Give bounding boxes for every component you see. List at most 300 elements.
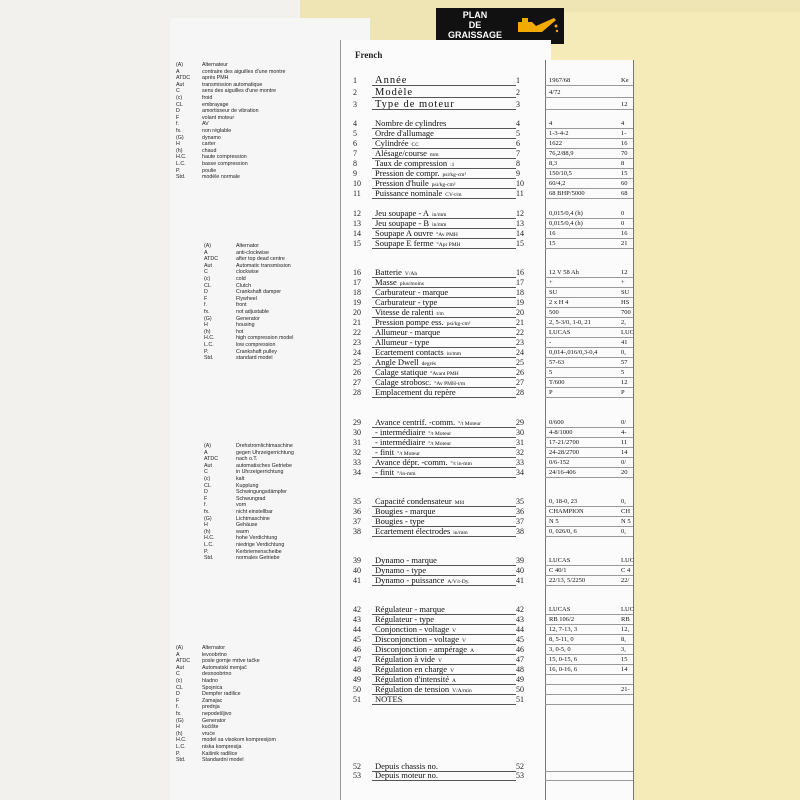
legend-entry <box>176 645 276 652</box>
row-number-right: 47 <box>516 655 524 664</box>
row-label <box>375 367 459 377</box>
row-value-col1: 150/10,5 <box>549 170 572 177</box>
row-number-left: 1 <box>353 76 357 85</box>
row-value-col2: LUC <box>621 557 634 564</box>
row-value-col1: 0/600 <box>549 419 564 426</box>
legend-abbr: D <box>204 489 208 496</box>
row-number-right: 11 <box>516 189 524 198</box>
legend-abbr: Aut <box>176 664 184 671</box>
row-value-col2: 0/ <box>621 419 627 426</box>
data-row-line <box>545 178 633 179</box>
legend-meaning: kalt <box>236 475 245 482</box>
row-unit: in/mm <box>453 530 468 536</box>
legend-entry <box>204 355 293 362</box>
row-value-col2: 3, <box>621 646 626 653</box>
row-number-left: 39 <box>353 556 361 565</box>
row-label-text: Jeu soupape - A <box>375 208 430 218</box>
row-number-right: 43 <box>516 615 524 624</box>
row-value-col2: LUC <box>621 329 634 336</box>
row-unit: A <box>452 678 456 684</box>
legend-entry <box>204 509 294 516</box>
legend-meaning: Standardni model <box>202 757 244 764</box>
row-label-text: Avance centrif. -comm. <box>375 417 456 427</box>
row-unit: V/A/min <box>452 688 472 694</box>
legend-entry <box>204 296 293 303</box>
legend-entry <box>204 256 293 263</box>
legend-abbr: f. <box>176 121 179 128</box>
legend-entry <box>176 121 285 128</box>
legend-meaning: contraire des aiguilles d'une montre <box>202 68 286 75</box>
row-value-col1: N 5 <box>549 518 559 525</box>
legend-meaning: nach o.T. <box>236 456 258 463</box>
row-number-left: 49 <box>353 675 361 684</box>
row-label <box>375 317 470 327</box>
legend-meaning: Crankshaft pulley <box>236 348 277 355</box>
legend-entry <box>204 250 293 257</box>
row-label-text: Pression d'huile <box>375 178 429 188</box>
legend-entry <box>176 174 285 181</box>
legend-meaning: not adjustable <box>236 308 269 315</box>
row-label <box>375 178 455 188</box>
row-label <box>375 387 456 397</box>
legend-meaning: Alternator <box>202 645 225 651</box>
row-value-col1: CHAMPION <box>549 508 584 515</box>
row-label <box>375 555 437 565</box>
row-number-right: 7 <box>516 149 520 158</box>
row-label-text: Dynamo - marque <box>375 555 437 565</box>
data-row-line <box>545 307 633 308</box>
legend-meaning: nicht einstellbar <box>236 508 273 515</box>
row-number-left: 33 <box>353 458 361 467</box>
row-underline <box>372 585 516 586</box>
row-label-text: Ecartement contacts <box>375 347 444 357</box>
language-header: French <box>355 50 383 60</box>
legend-meaning: low compression <box>236 341 276 348</box>
row-number-left: 12 <box>353 209 361 218</box>
legend-meaning: Spojnica <box>202 684 223 691</box>
row-unit: in/mm <box>432 222 447 228</box>
data-row-line <box>545 664 633 665</box>
row-label-text: Calage statique <box>375 367 428 377</box>
row-unit: °Avant PMH <box>430 371 459 377</box>
row-value-col1: - <box>549 339 552 346</box>
row-label <box>375 516 425 526</box>
row-label-text: Ordre d'allumage <box>375 128 434 138</box>
row-value-col1: 12, 7-13, 3 <box>549 626 578 633</box>
row-value-col2: 22/ <box>621 577 630 584</box>
row-label-text: Puissance nominale <box>375 188 443 198</box>
row-label-text: Carburateur - marque <box>375 287 449 297</box>
legend-entry <box>204 522 294 529</box>
row-number-left: 43 <box>353 615 361 624</box>
data-row-line <box>545 198 633 199</box>
data-row-line <box>545 357 633 358</box>
row-number-left: 41 <box>353 576 361 585</box>
data-row-line <box>545 138 633 139</box>
row-number-right: 29 <box>516 418 524 427</box>
data-row-line <box>545 97 633 98</box>
legend-meaning: nepodešljivo <box>202 710 232 717</box>
row-number-left: 51 <box>353 695 361 704</box>
row-value-col1: 0,015/0,4 (h) <box>549 210 583 217</box>
row-label-text: Disconjonction - voltage <box>375 634 460 644</box>
data-row-line <box>545 780 633 781</box>
row-label <box>375 467 416 477</box>
row-number-right: 50 <box>516 685 524 694</box>
row-unit: V <box>462 638 467 644</box>
row-number-left: 9 <box>353 169 357 178</box>
row-value-col1: SU <box>549 289 558 296</box>
row-label-text: Bougies - marque <box>375 506 436 516</box>
legend-abbr: P. <box>176 167 181 174</box>
legend-abbr: (c) <box>176 94 183 101</box>
row-label-text: Depuis moteur no. <box>375 770 439 780</box>
row-number-left: 2 <box>353 88 357 97</box>
legend-meaning: chaud <box>202 147 217 154</box>
row-unit: psi/kg-cm² <box>431 182 456 188</box>
legend-abbr: F <box>204 295 208 302</box>
row-label <box>375 168 466 178</box>
legend-entry <box>204 476 294 483</box>
legend-meaning: vruće <box>202 730 215 737</box>
row-number-left: 32 <box>353 448 361 457</box>
legend-meaning: front <box>236 302 247 309</box>
row-label-text: - intermédiaire <box>375 427 426 437</box>
legend-entry <box>176 62 285 69</box>
legend-meaning: prednja <box>202 704 220 711</box>
row-label <box>375 337 429 347</box>
row-value-col2: 0/ <box>621 459 627 466</box>
legend-abbr: (A) <box>204 243 212 249</box>
row-value-col2: N 5 <box>621 518 631 525</box>
legend-entry <box>176 678 276 685</box>
row-value-col1: 8,3 <box>549 160 558 167</box>
row-number-right: 34 <box>516 468 524 477</box>
legend-entry <box>176 691 276 698</box>
legend-sr <box>176 645 276 764</box>
row-number-right: 19 <box>516 298 524 307</box>
legend-abbr: D <box>176 108 180 115</box>
row-label-text: Carburateur - type <box>375 297 438 307</box>
row-number-left: 42 <box>353 605 361 614</box>
row-number-left: 30 <box>353 428 361 437</box>
row-value-col1: 500 <box>549 309 559 316</box>
legend-entry <box>176 168 285 175</box>
row-unit: A/V/t-Dy. <box>447 579 470 585</box>
row-label <box>375 158 454 168</box>
row-number-right: 33 <box>516 458 524 467</box>
legend-abbr: D <box>204 289 208 296</box>
row-value-col2: 14 <box>621 666 628 673</box>
row-number-right: 51 <box>516 695 524 704</box>
row-number-right: 53 <box>516 771 524 780</box>
row-number-right: 13 <box>516 219 524 228</box>
row-label-text: - finit <box>375 467 395 477</box>
data-row-line <box>545 387 633 388</box>
row-number-right: 8 <box>516 159 520 168</box>
row-value-col1: RB 106/2 <box>549 616 575 623</box>
row-label-text: Dynamo - type <box>375 565 426 575</box>
row-unit: in/mm <box>432 212 447 218</box>
row-unit: V <box>437 658 442 664</box>
legend-abbr: (A) <box>176 645 184 651</box>
legend-abbr: A <box>176 68 180 75</box>
row-number-left: 13 <box>353 219 361 228</box>
legend-meaning: hohe Verdichtung <box>236 535 278 542</box>
row-label <box>375 506 435 516</box>
row-underline <box>372 109 516 110</box>
row-label <box>375 437 451 447</box>
row-label-text: Régulateur - type <box>375 614 435 624</box>
row-label <box>375 208 446 218</box>
row-number-right: 37 <box>516 517 524 526</box>
row-unit: V <box>452 628 457 634</box>
row-label <box>375 238 461 248</box>
legend-entry <box>204 243 293 250</box>
legend-entry <box>176 652 276 659</box>
legend-abbr: f. <box>204 502 207 509</box>
legend-abbr: H.C. <box>176 737 187 744</box>
legend-meaning: embrayage <box>202 101 229 108</box>
row-underline <box>372 198 516 199</box>
legend-meaning: haute compression <box>202 154 247 161</box>
legend-entry <box>176 671 276 678</box>
row-value-col1: P <box>549 389 553 396</box>
row-value-col1: 12 V 58 Ah <box>549 269 579 276</box>
row-label <box>375 327 440 337</box>
row-number-right: 39 <box>516 556 524 565</box>
data-row-line <box>545 397 633 398</box>
row-number-left: 37 <box>353 517 361 526</box>
legend-en <box>204 243 293 362</box>
row-number-left: 28 <box>353 388 361 397</box>
legend-meaning: Kupplung <box>236 482 259 489</box>
row-number-right: 45 <box>516 635 524 644</box>
legend-abbr: (G) <box>204 315 212 322</box>
row-value-col2: 0 <box>621 220 625 227</box>
data-row-line <box>545 694 633 695</box>
legend-fr <box>176 62 285 181</box>
legend-abbr: fx. <box>176 127 182 134</box>
row-number-right: 17 <box>516 278 524 287</box>
row-value-col2: 12 <box>621 379 628 386</box>
row-value-col1: 1-3-4-2 <box>549 130 569 137</box>
row-label-text: Régulateur - marque <box>375 604 445 614</box>
row-number-right: 9 <box>516 169 520 178</box>
row-label <box>375 447 420 457</box>
row-number-left: 5 <box>353 129 357 138</box>
row-value-col1: 1967/68 <box>549 77 571 84</box>
legend-abbr: (c) <box>204 475 211 482</box>
legend-entry <box>204 469 294 476</box>
row-label <box>375 417 481 427</box>
legend-abbr: ATDC <box>204 256 219 263</box>
row-number-left: 11 <box>353 189 361 198</box>
row-number-right: 23 <box>516 338 524 347</box>
row-number-right: 5 <box>516 129 520 138</box>
legend-entry <box>176 69 285 76</box>
legend-meaning: standard model <box>236 355 273 362</box>
legend-entry <box>176 665 276 672</box>
logo-line-2: DE <box>468 20 482 30</box>
legend-abbr: H <box>176 141 180 148</box>
row-value-col2: LUC <box>621 606 634 613</box>
row-number-left: 48 <box>353 665 361 674</box>
row-value-col2: P <box>621 389 625 396</box>
legend-entry <box>176 698 276 705</box>
plan-de-graissage-logo <box>436 8 564 44</box>
legend-abbr: H <box>204 522 208 529</box>
legend-abbr: D <box>176 691 180 698</box>
legend-abbr: CL <box>176 684 183 691</box>
row-label-text: Soupape E ferme <box>375 238 434 248</box>
row-label-text: Pression pompe ess. <box>375 317 444 327</box>
row-value-col1: 76,2/88,9 <box>549 150 574 157</box>
row-value-col1: 8, 5-11, 0 <box>549 636 574 643</box>
row-value-col1: 2, 5-3/0, 1-0, 21 <box>549 319 591 326</box>
data-row-line <box>545 516 633 517</box>
legend-abbr: H.C. <box>204 335 215 342</box>
row-value-col2: 5 <box>621 369 625 376</box>
row-label <box>375 128 434 138</box>
legend-abbr: (c) <box>204 275 211 282</box>
legend-entry <box>176 148 285 155</box>
legend-meaning: niedrige Verdichtung <box>236 541 285 548</box>
row-number-left: 10 <box>353 179 361 188</box>
legend-abbr: C <box>204 469 208 476</box>
legend-entry <box>204 329 293 336</box>
row-label <box>375 644 474 654</box>
row-underline <box>372 477 516 478</box>
legend-meaning: normales Getriebe <box>236 555 280 562</box>
row-label <box>375 634 466 644</box>
row-number-right: 49 <box>516 675 524 684</box>
row-number-left: 23 <box>353 338 361 347</box>
row-number-right: 6 <box>516 139 520 148</box>
row-number-right: 16 <box>516 268 524 277</box>
legend-entry <box>176 82 285 89</box>
row-value-col1: 15, 0-15, 6 <box>549 656 578 663</box>
data-row-line <box>545 218 633 219</box>
legend-entry <box>176 737 276 744</box>
row-unit: V/Ah <box>404 271 418 277</box>
legend-abbr: Aut <box>204 462 212 469</box>
row-label <box>375 770 438 780</box>
legend-entry <box>204 496 294 503</box>
legend-entry <box>204 535 294 542</box>
row-number-right: 14 <box>516 229 524 238</box>
data-row-line <box>545 526 633 527</box>
row-number-right: 40 <box>516 566 524 575</box>
data-row-line <box>545 109 633 110</box>
row-label-text: NOTES <box>375 694 403 704</box>
legend-meaning: basse compression <box>202 160 248 167</box>
row-number-right: 42 <box>516 605 524 614</box>
legend-entry <box>204 542 294 549</box>
row-value-col2: 21 <box>621 240 628 247</box>
legend-entry <box>176 154 285 161</box>
row-unit: °/t Moteur <box>458 421 481 427</box>
row-label-text: Régulation en charge <box>375 664 448 674</box>
data-row-line <box>545 317 633 318</box>
row-label-text: Régulation de tension <box>375 684 450 694</box>
row-label-text: Année <box>375 75 408 86</box>
row-unit: mm <box>429 152 439 158</box>
row-underline <box>372 704 516 705</box>
row-value-col2: CH <box>621 508 631 515</box>
legend-entry <box>176 724 276 731</box>
row-value-col2: 41 <box>621 339 628 346</box>
legend-meaning: after top dead centre <box>236 256 285 263</box>
legend-meaning: in Uhrzeigerrichtung <box>236 469 284 476</box>
legend-abbr: CL <box>204 282 211 289</box>
row-value-col2: 21- <box>621 686 630 693</box>
legend-abbr: H <box>176 724 180 731</box>
data-row-line <box>545 575 633 576</box>
legend-meaning: anti-clockwise <box>236 249 269 256</box>
row-number-right: 25 <box>516 358 524 367</box>
row-label <box>375 118 446 128</box>
row-number-right: 28 <box>516 388 524 397</box>
row-number-right: 36 <box>516 507 524 516</box>
legend-abbr: fx. <box>204 508 210 515</box>
legend-entry <box>204 309 293 316</box>
legend-entry <box>176 95 285 102</box>
legend-meaning: volant moteur <box>202 114 235 121</box>
row-value-col2: 0, <box>621 498 626 505</box>
row-label <box>375 575 470 585</box>
legend-meaning: carter <box>202 141 216 148</box>
legend-abbr: (h) <box>204 528 211 535</box>
row-value-col1: 5 <box>549 369 553 376</box>
row-number-left: 52 <box>353 762 361 771</box>
row-number-right: 41 <box>516 576 524 585</box>
row-label <box>375 267 417 277</box>
data-row-line <box>545 477 633 478</box>
legend-abbr: P. <box>204 548 209 555</box>
row-number-right: 38 <box>516 527 524 536</box>
row-unit: t/m <box>436 311 444 317</box>
legend-meaning: Clutch <box>236 282 252 289</box>
row-number-left: 4 <box>353 119 357 128</box>
row-label-text: Modèle <box>375 87 414 98</box>
row-value-col2: 8, <box>621 636 626 643</box>
legend-meaning: Schwungrad <box>236 495 266 502</box>
legend-entry <box>176 128 285 135</box>
row-label-text: - finit <box>375 447 395 457</box>
legend-entry <box>204 489 294 496</box>
row-number-right: 3 <box>516 100 520 109</box>
row-label-text: Cylindrée <box>375 138 409 148</box>
row-value-col1: 16, 0-16, 6 <box>549 666 578 673</box>
row-value-col1: 24/16-406 <box>549 469 576 476</box>
row-label <box>375 188 462 198</box>
legend-meaning: Generator <box>202 717 226 724</box>
legend-meaning: Lichtmaschine <box>236 515 270 522</box>
row-label-text: Masse <box>375 277 397 287</box>
row-number-left: 22 <box>353 328 361 337</box>
legend-meaning: vorn <box>236 502 247 509</box>
row-number-left: 35 <box>353 497 361 506</box>
legend-abbr: A <box>204 449 208 456</box>
row-label <box>375 218 446 228</box>
legend-meaning: gegen Uhrzeigerrichtung <box>236 449 295 456</box>
row-label <box>375 674 456 684</box>
row-number-left: 47 <box>353 655 361 664</box>
row-number-right: 21 <box>516 318 524 327</box>
row-value-col2: + <box>621 279 625 286</box>
row-value-col2: RB <box>621 616 630 623</box>
